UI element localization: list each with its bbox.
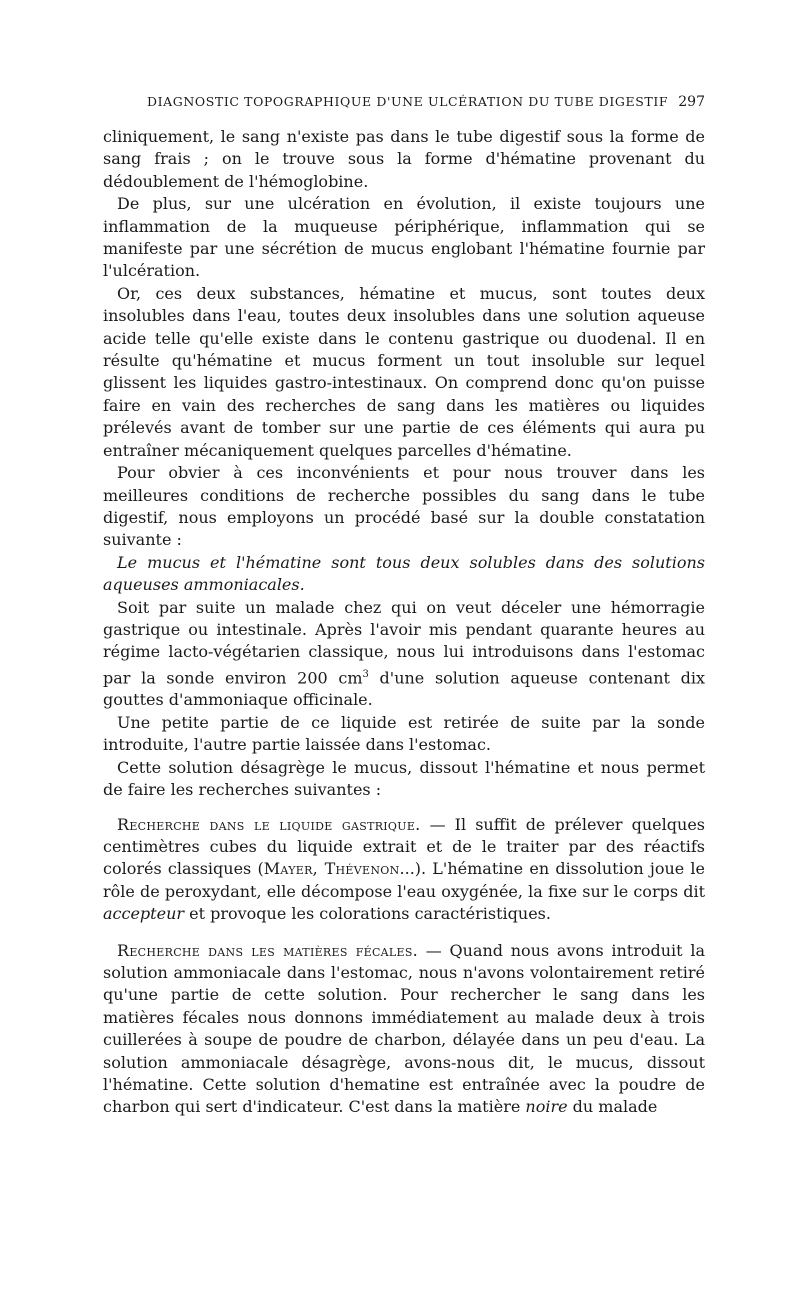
paragraph: Cette solution désagrège le mucus, dissout l'hématine et nous permet de faire les recherches suivantes : [103, 757, 705, 800]
paragraph: Pour obvier à ces inconvénients et pour nous trouver dans les meilleures conditions de recherche possibles du sang dans le tube digestif, nous employons un procédé basé sur la double constatation suivante : [103, 463, 705, 550]
text-run: du malade [567, 1097, 658, 1117]
text-run: — Quand nous avons introduit la solution ammoniacale dans l'estomac, nous n'avons volontairement retiré qu'une partie de cette solution. Pour rechercher le sang dans les matières fécales nous donnons immédiatement au malade deux à trois cuillerées à soupe de poudre de charbon, délayée dans un peu d'eau. La solution ammoniacale désagrège, avons-nous dit, le mucus, dissout l'hématine. Cette solution d'hematine est entraînée avec la poudre de charbon qui sert d'indicateur. C'est dans la matière [103, 940, 705, 1117]
running-head [103, 94, 705, 110]
text-run: — Il suffit de prélever quelques centimètres cubes du liquide extrait et de le traiter par des réactifs colorés classiques ( [103, 814, 705, 879]
italic-word: accepteur [103, 904, 185, 924]
page-number: 297 [678, 94, 705, 110]
text-run: Soit par suite un malade chez qui on veut déceler une hémorragie gastrique ou intestinale. Après l'avoir mis pendant quarante heures au régime lacto-végétarien classique, nous lui introduisons dans l'estomac par la sonde environ 200 cm [103, 597, 705, 688]
superscript: 3 [362, 668, 369, 680]
section-heading: Recherche dans le liquide gastrique. [117, 814, 421, 834]
text-run: ...). L'hématine en dissolution joue le rôle de peroxydant, elle décompose l'eau oxygénée, la fixe sur le corps dit [103, 859, 706, 901]
paragraph: De plus, sur une ulcération en évolution, il existe toujours une inflammation de la muqueuse périphérique, inflammation qui se manifeste par une sécrétion de mucus englobant l'hématine fournie par l'ulcération. [103, 194, 705, 281]
section-liquide-gastrique [103, 814, 705, 926]
body-text [103, 126, 705, 1119]
author-names: Mayer, Thévenon [263, 859, 400, 879]
paragraph [103, 597, 705, 712]
section-matieres-fecales [103, 940, 705, 1119]
section-heading: Recherche dans les matières fécales. [117, 940, 419, 960]
paragraph-italic [103, 552, 705, 597]
paragraph: cliniquement, le sang n'existe pas dans le tube digestif sous la forme de sang frais ; on le trouve sous la forme d'hématine provenant du dédoublement de l'hémoglobine. [103, 127, 705, 191]
text-run: et provoque les colorations caractéristiques. [184, 904, 551, 924]
running-title: DIAGNOSTIC TOPOGRAPHIQUE D'UNE ULCÉRATION DU TUBE DIGESTIF [147, 94, 669, 109]
paragraph: Une petite partie de ce liquide est retirée de suite par la sonde introduite, l'autre partie laissée dans l'estomac. [103, 712, 705, 755]
italic-statement: Le mucus et l'hématine sont tous deux solubles dans des solutions aqueuses ammoniacales. [103, 552, 705, 595]
paragraph: Or, ces deux substances, hématine et mucus, sont toutes deux insolubles dans l'eau, toutes deux insolubles dans une solution aqueuse acide telle qu'elle existe dans le contenu gastrique ou duodenal. Il en résulte qu'hématine et mucus forment un tout insoluble sur lequel glissent les liquides gastro-intestinaux. On comprend donc qu'on puisse faire en vain des recherches de sang dans les matières ou liquides prélevés avant de tomber sur une partie de ces éléments qui aura pu entraîner mécaniquement quelques parcelles d'hématine. [103, 283, 705, 460]
text-run: d'une solution aqueuse contenant dix gouttes d'ammoniaque officinale. [103, 668, 705, 710]
italic-word: noire [525, 1097, 568, 1117]
